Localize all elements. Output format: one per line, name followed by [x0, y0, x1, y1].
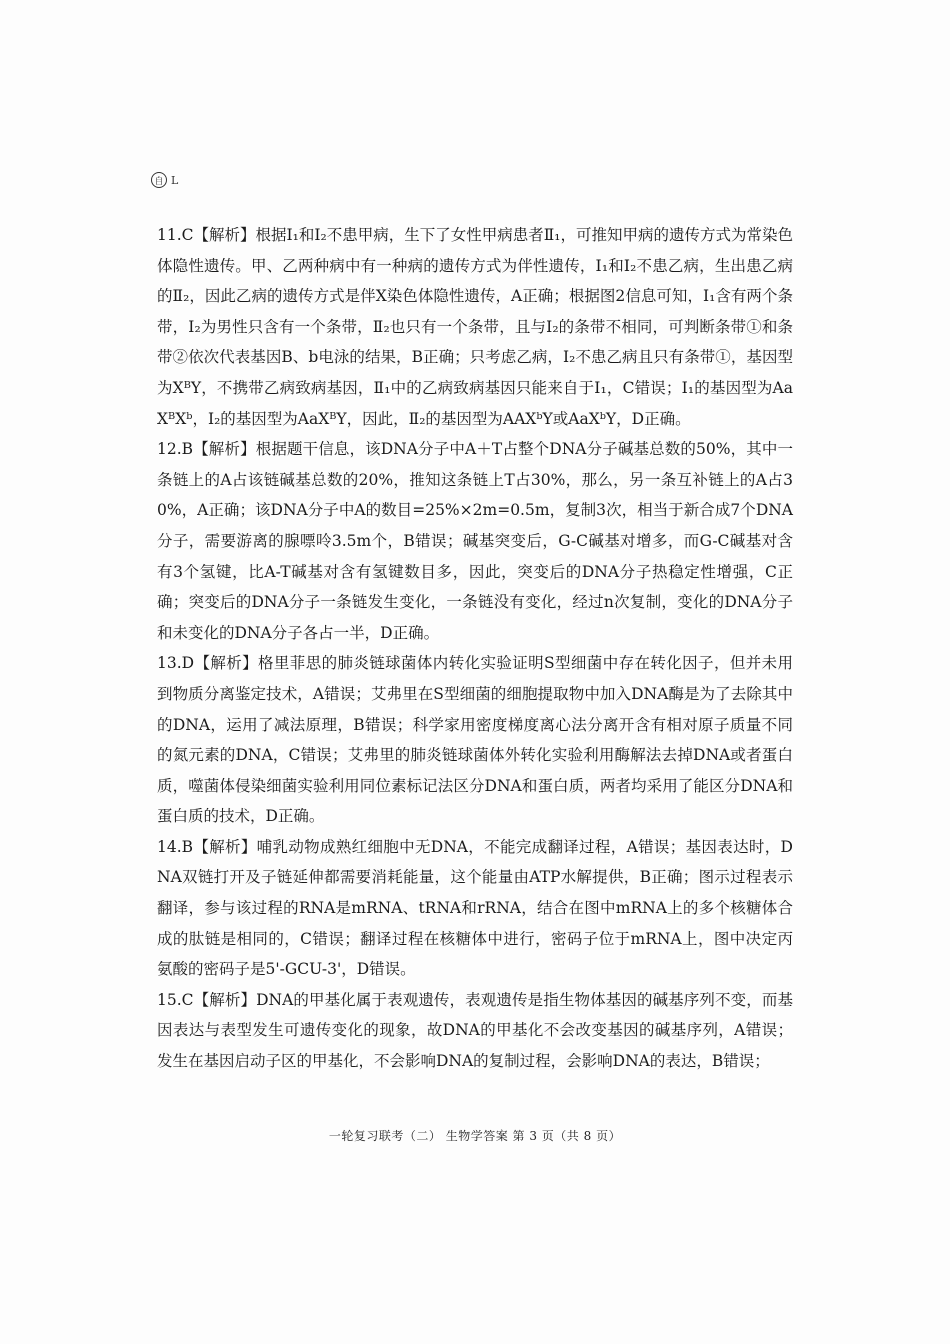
answer-11: 11.C【解析】根据Ⅰ₁和Ⅰ₂不患甲病，生下了女性甲病患者Ⅱ₁，可推知甲病的遗传方式为常染色体隐性遗传。甲、乙两种病中有一种病的遗传方式为伴性遗传，Ⅰ₁和Ⅰ₂不患乙病，生出患乙病的Ⅱ₂，因此乙病的遗传方式是伴X染色体隐性遗传，A正确；根据图2信息可知，Ⅰ₁含有两个条带，Ⅰ₂为男性只含有一个条带，Ⅱ₂也只有一个条带，且与Ⅰ₂的条带不相同，可判断条带①和条带②依次代表基因B、b电泳的结果，B正确；只考虑乙病，Ⅰ₂不患乙病且只有条带①，基因型为XᴮY，不携带乙病致病基因，Ⅱ₁中的乙病致病基因只能来自于Ⅰ₁，C错误；Ⅰ₁的基因型为AaXᴮXᵇ，Ⅰ₂的基因型为AaXᴮY，因此，Ⅱ₂的基因型为AAXᵇY或AaXᵇY，D正确。: [157, 226, 793, 428]
answer-13: 13.D【解析】格里菲思的肺炎链球菌体内转化实验证明S型细菌中存在转化因子，但并未用到物质分离鉴定技术，A错误；艾弗里在S型细菌的细胞提取物中加入DNA酶是为了去除其中的DNA，运用了减法原理，B错误；科学家用密度梯度离心法分离开含有相对原子质量不同的氮元素的DNA，C错误；艾弗里的肺炎链球菌体外转化实验利用酶解法去掉DNA或者蛋白质，噬菌体侵染细菌实验利用同位素标记法区分DNA和蛋白质，两者均采用了能区分DNA和蛋白质的技术，D正确。: [157, 654, 793, 826]
answer-14: 14.B【解析】哺乳动物成熟红细胞中无DNA，不能完成翻译过程，A错误；基因表达时，DNA双链打开及子链延伸都需要消耗能量，这个能量由ATP水解提供，B正确；图示过程表示翻译，参与该过程的RNA是mRNA、tRNA和rRNA，结合在图中mRNA上的多个核糖体合成的肽链是相同的，C错误；翻译过程在核糖体中进行，密码子位于mRNA上，图中决定丙氨酸的密码子是5'-GCU-3'，D错误。: [157, 837, 793, 979]
answer-content: [157, 220, 793, 1077]
corner-mark: [151, 172, 178, 188]
answer-15: 15.C【解析】DNA的甲基化属于表观遗传，表观遗传是指生物体基因的碱基序列不变，而基因表达与表型发生可遗传变化的现象，故DNA的甲基化不会改变基因的碱基序列，A错误；发生在基因启动子区的甲基化，不会影响DNA的复制过程，会影响DNA的表达，B错误；: [157, 990, 793, 1071]
answer-12: 12.B【解析】根据题干信息，该DNA分子中A＋T占整个DNA分子碱基总数的50%，其中一条链上的A占该链碱基总数的20%，推知这条链上T占30%，那么，另一条互补链上的A占30%，A正确；该DNA分子中A的数目=25%×2m=0.5m，复制3次，相当于新合成7个DNA分子，需要游离的腺嘌呤3.5m个，B错误；碱基突变后，G-C碱基对增多，而G-C碱基对含有3个氢键，比A-T碱基对含有氢键数目多，因此，突变后的DNA分子热稳定性增强，C正确；突变后的DNA分子一条链发生变化，一条链没有变化，经过n次复制，变化的DNA分子和未变化的DNA分子各占一半，D正确。: [157, 440, 793, 642]
page-footer: 一轮复习联考（二） 生物学答案 第 3 页（共 8 页）: [328, 1129, 622, 1143]
corner-letter: L: [171, 173, 179, 187]
circle-mark-icon: 自: [151, 172, 167, 188]
